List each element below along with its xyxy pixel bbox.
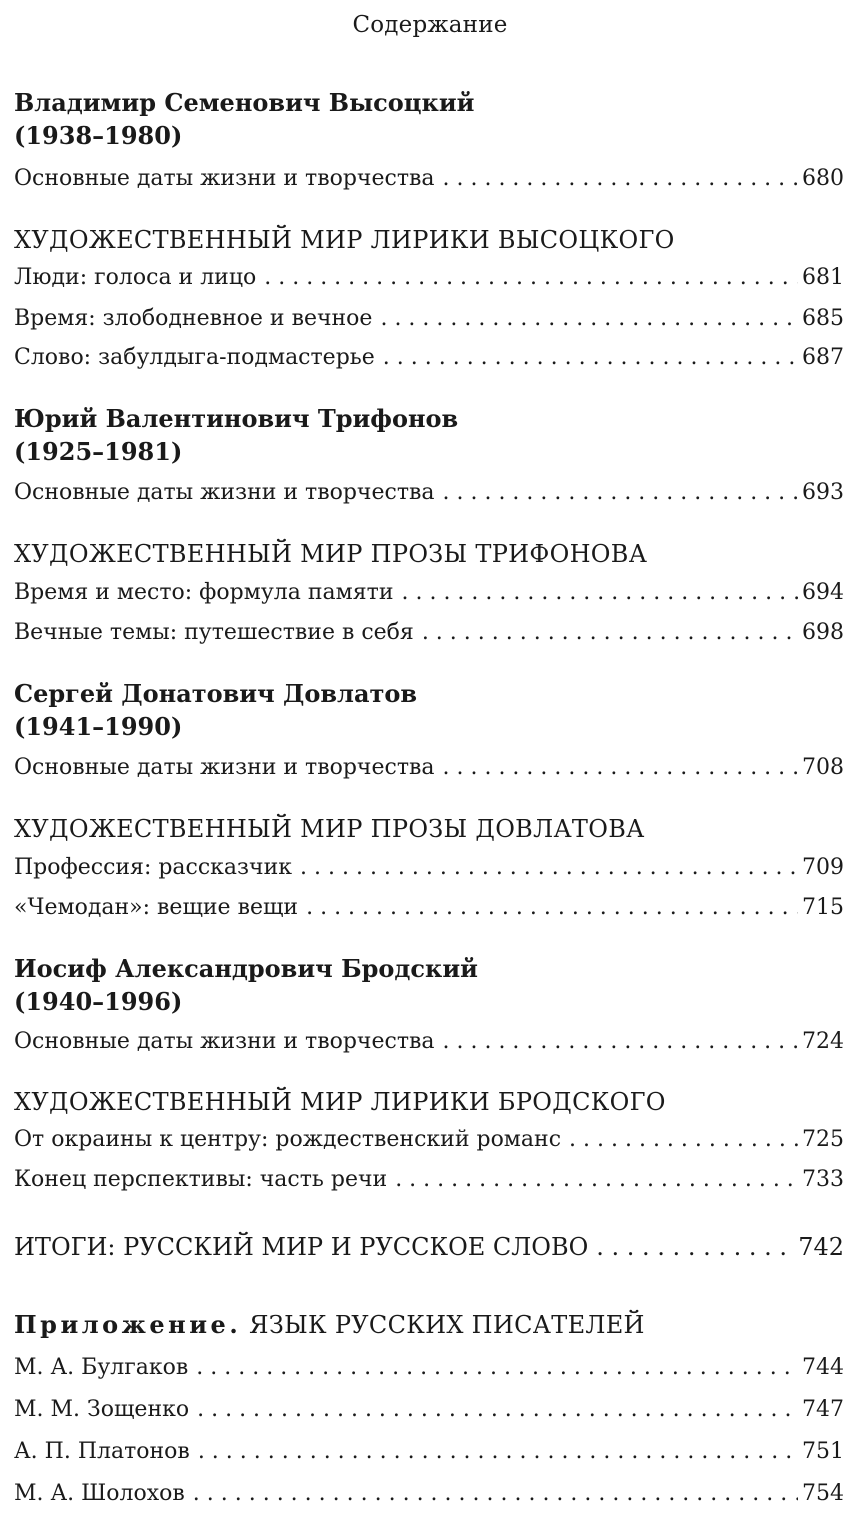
toc-entry[interactable] bbox=[14, 1437, 844, 1467]
entry-page: 681 bbox=[802, 265, 844, 290]
author-years: (1940–1996) bbox=[14, 987, 183, 1016]
dot-leader bbox=[443, 478, 799, 508]
author-heading bbox=[14, 677, 417, 743]
entry-page: 694 bbox=[802, 580, 844, 605]
author-heading bbox=[14, 952, 478, 1018]
entry-title: ИТОГИ: РУССКИЙ МИР И РУССКОЕ СЛОВО bbox=[14, 1233, 589, 1261]
toc-entry[interactable] bbox=[14, 618, 844, 648]
entry-title: Вечные темы: путешествие в себя bbox=[14, 620, 414, 645]
entry-page: 725 bbox=[802, 1127, 844, 1152]
entry-page: 693 bbox=[802, 480, 844, 505]
author-name: Иосиф Александрович Бродский bbox=[14, 954, 478, 983]
entry-page: 754 bbox=[802, 1481, 844, 1506]
toc-entry-summary[interactable] bbox=[14, 1232, 844, 1262]
entry-page: 751 bbox=[802, 1439, 844, 1464]
dot-leader bbox=[306, 893, 798, 923]
entry-page: 744 bbox=[802, 1355, 844, 1380]
entry-page: 685 bbox=[802, 306, 844, 331]
appendix-title: ЯЗЫК РУССКИХ ПИСАТЕЛЕЙ bbox=[249, 1311, 645, 1339]
dot-leader bbox=[196, 1353, 798, 1383]
toc-entry[interactable] bbox=[14, 343, 844, 373]
dot-leader bbox=[569, 1125, 798, 1155]
entry-page: 715 bbox=[802, 895, 844, 920]
entry-page: 708 bbox=[802, 755, 844, 780]
appendix-label: Приложение. bbox=[14, 1310, 242, 1339]
entry-page: 724 bbox=[802, 1029, 844, 1054]
author-name: Сергей Донатович Довлатов bbox=[14, 679, 418, 708]
dot-leader bbox=[300, 853, 798, 883]
entry-title: М. М. Зощенко bbox=[14, 1397, 190, 1422]
author-years: (1941–1990) bbox=[14, 712, 183, 741]
section-heading: ХУДОЖЕСТВЕННЫЙ МИР ЛИРИКИ БРОДСКОГО bbox=[14, 1088, 666, 1116]
entry-page: 698 bbox=[802, 620, 844, 645]
entry-title: Основные даты жизни и творчества bbox=[14, 480, 435, 505]
entry-title: М. А. Шолохов bbox=[14, 1481, 185, 1506]
toc-entry[interactable] bbox=[14, 1353, 844, 1383]
entry-title: Основные даты жизни и творчества bbox=[14, 166, 435, 191]
author-heading bbox=[14, 402, 458, 468]
entry-page: 733 bbox=[802, 1167, 844, 1192]
entry-page: 742 bbox=[798, 1233, 844, 1261]
dot-leader bbox=[380, 304, 798, 334]
toc-entry[interactable] bbox=[14, 478, 844, 508]
running-head: Содержание bbox=[352, 12, 508, 38]
toc-entry[interactable] bbox=[14, 1395, 844, 1425]
dot-leader bbox=[395, 1165, 798, 1195]
dot-leader bbox=[443, 1027, 799, 1057]
toc-entry[interactable] bbox=[14, 1027, 844, 1057]
entry-page: 680 bbox=[802, 166, 844, 191]
dot-leader bbox=[198, 1437, 798, 1467]
dot-leader bbox=[422, 618, 798, 648]
author-heading bbox=[14, 86, 474, 152]
dot-leader bbox=[383, 343, 798, 373]
entry-title: Конец перспективы: часть речи bbox=[14, 1167, 388, 1192]
entry-title: Время: злободневное и вечное bbox=[14, 306, 373, 331]
toc-entry[interactable] bbox=[14, 893, 844, 923]
entry-title: Люди: голоса и лицо bbox=[14, 265, 257, 290]
section-heading: ХУДОЖЕСТВЕННЫЙ МИР ЛИРИКИ ВЫСОЦКОГО bbox=[14, 226, 675, 254]
dot-leader bbox=[264, 263, 798, 293]
toc-entry[interactable] bbox=[14, 1479, 844, 1509]
toc-entry[interactable] bbox=[14, 753, 844, 783]
entry-page: 747 bbox=[802, 1397, 844, 1422]
entry-title: Основные даты жизни и творчества bbox=[14, 1029, 435, 1054]
dot-leader bbox=[197, 1395, 798, 1425]
section-heading: ХУДОЖЕСТВЕННЫЙ МИР ПРОЗЫ ДОВЛАТОВА bbox=[14, 815, 645, 843]
toc-entry[interactable] bbox=[14, 164, 844, 194]
dot-leader bbox=[443, 164, 799, 194]
entry-title: Слово: забулдыга-подмастерье bbox=[14, 345, 375, 370]
entry-title: Основные даты жизни и творчества bbox=[14, 755, 435, 780]
appendix-heading bbox=[14, 1310, 645, 1339]
dot-leader bbox=[443, 753, 799, 783]
toc-entry[interactable] bbox=[14, 304, 844, 334]
toc-entry[interactable] bbox=[14, 578, 844, 608]
entry-title: «Чемодан»: вещие вещи bbox=[14, 895, 299, 920]
entry-title: Профессия: рассказчик bbox=[14, 855, 293, 880]
author-years: (1938–1980) bbox=[14, 121, 183, 150]
entry-title: От окраины к центру: рождественский романс bbox=[14, 1127, 562, 1152]
entry-page: 709 bbox=[802, 855, 844, 880]
entry-title: А. П. Платонов bbox=[14, 1439, 190, 1464]
toc-entry[interactable] bbox=[14, 1165, 844, 1195]
entry-title: М. А. Булгаков bbox=[14, 1355, 189, 1380]
dot-leader bbox=[401, 578, 798, 608]
author-years: (1925–1981) bbox=[14, 437, 183, 466]
toc-entry[interactable] bbox=[14, 263, 844, 293]
entry-page: 687 bbox=[802, 345, 844, 370]
author-name: Владимир Семенович Высоцкий bbox=[14, 88, 475, 117]
toc-entry[interactable] bbox=[14, 1125, 844, 1155]
dot-leader bbox=[193, 1479, 798, 1509]
author-name: Юрий Валентинович Трифонов bbox=[14, 404, 459, 433]
dot-leader bbox=[596, 1232, 794, 1262]
toc-entry[interactable] bbox=[14, 853, 844, 883]
section-heading: ХУДОЖЕСТВЕННЫЙ МИР ПРОЗЫ ТРИФОНОВА bbox=[14, 540, 648, 568]
entry-title: Время и место: формула памяти bbox=[14, 580, 394, 605]
